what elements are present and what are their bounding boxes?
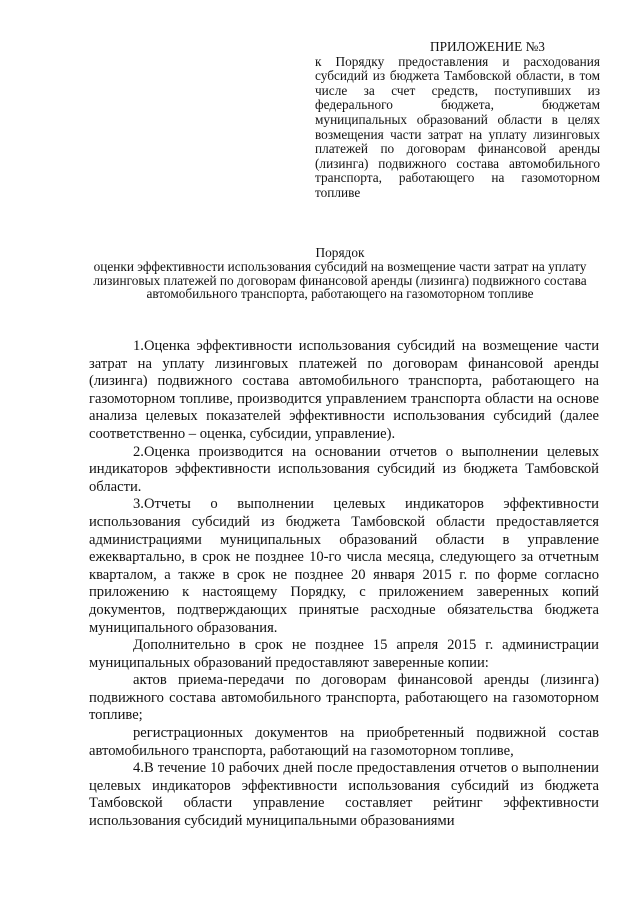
appendix-block — [315, 40, 600, 201]
document-title-block — [80, 246, 600, 301]
appendix-heading: ПРИЛОЖЕНИЕ №3 — [430, 39, 545, 54]
document-subtitle: оценки эффективности использования субсидий на возмещение части затрат на уплату лизинговых платежей по договорам финансовой аренды (лизинга) подвижного состава автомобильного транспорта, работающего на газомоторном топливе — [93, 259, 587, 302]
paragraph-4: Дополнительно в срок не позднее 15 апреля 2015 г. администрации муниципальных образований предоставляют заверенные копии: — [89, 637, 599, 671]
appendix-text: к Порядку предоставления и расходования субсидий из бюджета Тамбовской области, в том числе за счет средств, поступивших из федерального бюджета, бюджетам муниципальных образований области в целях возмещения части затрат на уплату лизинговых платежей по договорам финансовой аренды (лизинга) подвижного состава автомобильного транспорта, работающего на газомоторном топливе — [315, 53, 600, 200]
paragraph-2: 2.Оценка производится на основании отчетов о выполнении целевых индикаторов эффективности использования субсидий из бюджета Тамбовской области. — [89, 443, 599, 495]
document-body — [89, 338, 599, 831]
paragraph-6: регистрационных документов на приобретенный подвижной состав автомобильного транспорта, работающий на газомоторном топливе, — [89, 725, 599, 759]
paragraph-5: актов приема-передачи по договорам финансовой аренды (лизинга) подвижного состава автомобильного транспорта, работающего на газомоторном топливе; — [89, 672, 599, 724]
document-title: Порядок — [315, 245, 365, 260]
paragraph-7: 4.В течение 10 рабочих дней после предоставления отчетов о выполнении целевых индикаторов эффективности использования субсидий из бюджета Тамбовской области управление составляет рейтинг эффективности использования субсидий муниципальными образованиями — [89, 760, 599, 830]
paragraph-3: 3.Отчеты о выполнении целевых индикаторов эффективности использования субсидий из бюджета Тамбовской области предоставляется администрациями муниципальных образований области в управление ежеквартально, в срок не позднее 10-го числа месяца, следующего за отчетным кварталом, а также в срок не позднее 20 января 2015 г. по форме согласно приложению к настоящему Порядку, с приложением заверенных копий документов, подтверждающих принятые расходные обязательства бюджета муниципального образования. — [89, 496, 599, 636]
paragraph-1: 1.Оценка эффективности использования субсидий на возмещение части затрат на уплату лизинговых платежей по договорам финансовой аренды (лизинга) подвижного состава автомобильного транспорта, работающего на газомоторном топливе, производится управлением транспорта области на основе анализа целевых показателей эффективности использования субсидий (далее соответственно – оценка, субсидии, управление). — [89, 338, 599, 442]
